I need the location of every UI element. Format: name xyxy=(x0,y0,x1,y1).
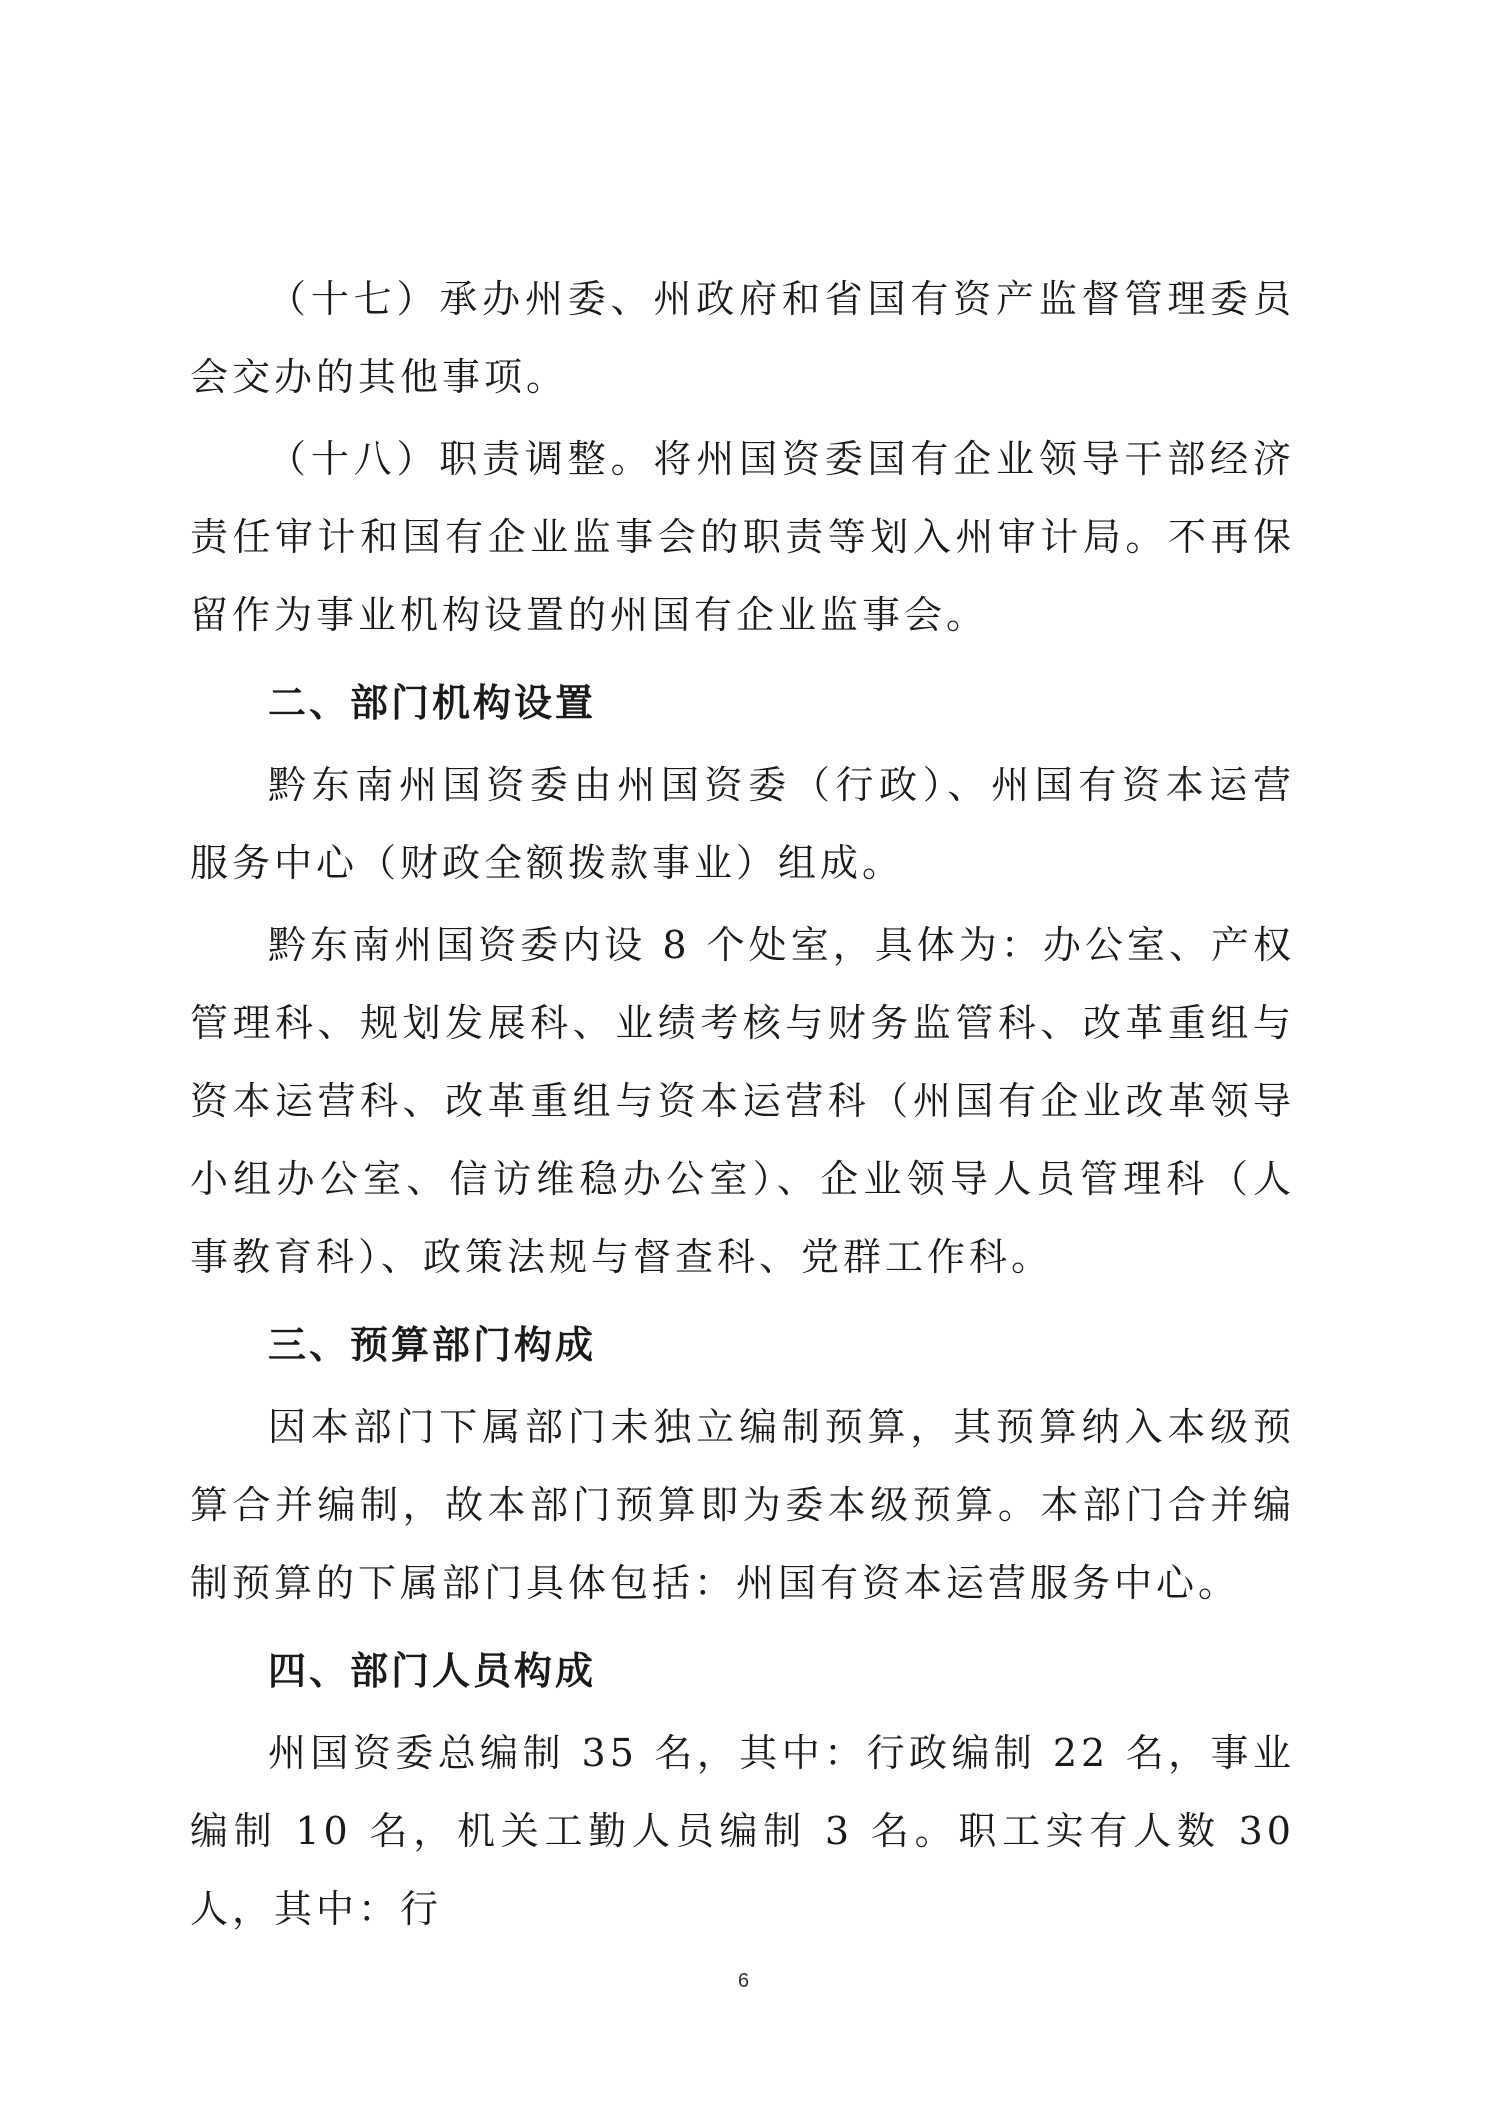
section-heading-org-setup: 二、部门机构设置 xyxy=(268,681,597,725)
paragraph-staffing: 州国资委总编制 35 名，其中：行政编制 22 名，事业编制 10 名，机关工勤人员编制 3 名。职工实有人数 30 人，其中：行 xyxy=(190,1731,1295,1931)
section-heading-staffing: 四、部门人员构成 xyxy=(268,1649,597,1693)
paragraph-item-17: （十七）承办州委、州政府和省国有资产监督管理委员会交办的其他事项。 xyxy=(190,277,1295,399)
paragraph-budget-units: 因本部门下属部门未独立编制预算，其预算纳入本级预算合并编制，故本部门预算即为委本级预算。本部门合并编制预算的下属部门具体包括：州国有资本运营服务中心。 xyxy=(190,1405,1295,1605)
paragraph-item-18: （十八）职责调整。将州国资委国有企业领导干部经济责任审计和国有企业监事会的职责等划入州审计局。不再保留作为事业机构设置的州国有企业监事会。 xyxy=(190,437,1295,637)
document-body xyxy=(190,260,1295,1948)
page-number: 6 xyxy=(737,1970,750,1992)
section-heading-budget-units: 三、预算部门构成 xyxy=(268,1323,597,1367)
paragraph-internal-offices: 黔东南州国资委内设 8 个处室，具体为：办公室、产权管理科、规划发展科、业绩考核与财务监管科、改革重组与资本运营科、改革重组与资本运营科（州国有企业改革领导小组办公室、信访维稳办公室）、企业领导人员管理科（人事教育科）、政策法规与督查科、党群工作科。 xyxy=(190,923,1295,1279)
paragraph-org-composition: 黔东南州国资委由州国资委（行政）、州国有资本运营服务中心（财政全额拨款事业）组成。 xyxy=(190,763,1295,885)
